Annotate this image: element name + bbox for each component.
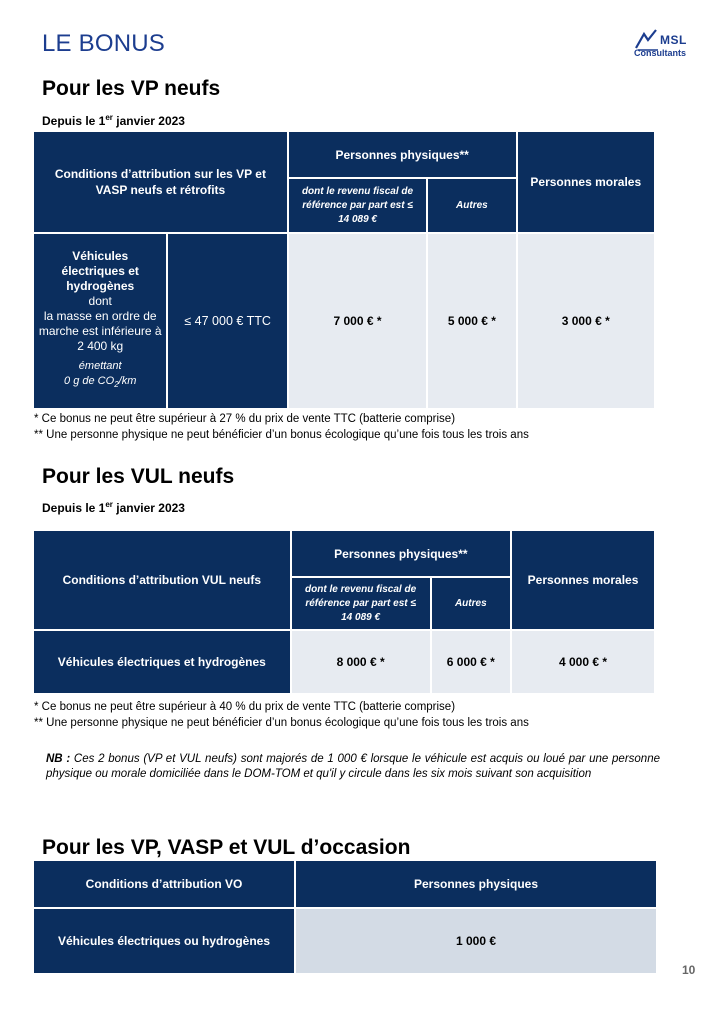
logo-text-consultants: Consultants xyxy=(634,48,687,58)
vul-note-1: * Ce bonus ne peut être supérieur à 40 % du prix de vente TTC (batterie comprise) xyxy=(34,701,456,713)
vp-value-morales: 3 000 € * xyxy=(518,234,654,408)
vul-value-autres: 6 000 € * xyxy=(432,631,511,693)
vul-note-2: ** Une personne physique ne peut bénéficier d’un bonus écologique qu’une fois tous les trois ans xyxy=(34,717,529,729)
occasion-heading: Pour les VP, VASP et VUL d’occasion xyxy=(42,836,411,859)
vp-row-vehicle: Véhicules électriques et hydrogènes dont la masse en ordre de marche est inférieure à 2 400 kg émettant 0 g de $CO_2/km$ xyxy=(34,234,166,408)
vp-row-price: ≤ 47 000 € TTC xyxy=(168,234,286,408)
vul-header-morales: Personnes morales xyxy=(512,531,654,629)
logo-text-msl: MSL xyxy=(660,33,687,47)
vul-value-morales: 4 000 € * xyxy=(512,631,654,693)
vp-header-conditions: Conditions d’attribution sur les VP et VASP neufs et rétrofits xyxy=(34,132,287,232)
nb-paragraph: NB : Ces 2 bonus (VP et VUL neufs) sont majorés de 1 000 € lorsque le véhicule est acquis ou loué par une personne physique ou morale domiciliée dans le DOM-TOM et qu'il y circule dans les six mois suivant son acquisition xyxy=(46,753,660,780)
vp-header-morales: Personnes morales xyxy=(518,132,654,232)
page-title: LE BONUS xyxy=(42,30,165,57)
vp-header-autres: Autres xyxy=(428,179,515,232)
vul-value-revenu: 8 000 € * xyxy=(292,631,430,693)
occasion-value-physiques: 1 000 € xyxy=(296,909,656,973)
vp-note-2: ** Une personne physique ne peut bénéficier d’un bonus écologique qu’une fois tous les trois ans xyxy=(34,429,529,441)
vp-value-autres: 5 000 € * xyxy=(428,234,515,408)
msl-logo xyxy=(632,26,696,60)
occasion-header-conditions: Conditions d’attribution VO xyxy=(34,861,294,907)
vp-bonus-table xyxy=(32,130,656,410)
vp-since-date: Depuis le 1er janvier 2023 xyxy=(42,113,185,128)
occasion-row-vehicle: Véhicules électriques ou hydrogènes xyxy=(34,909,294,973)
page-number: 10 xyxy=(682,963,696,977)
vul-heading: Pour les VUL neufs xyxy=(42,465,235,488)
vul-since-date: Depuis le 1er janvier 2023 xyxy=(42,500,185,515)
vul-bonus-table xyxy=(32,529,656,695)
occasion-bonus-table xyxy=(32,859,658,975)
vul-header-physiques: Personnes physiques** xyxy=(292,531,510,576)
vul-header-autres: Autres xyxy=(432,578,511,629)
vp-note-1: * Ce bonus ne peut être supérieur à 27 % du prix de vente TTC (batterie comprise) xyxy=(34,413,456,425)
vul-header-conditions: Conditions d’attribution VUL neufs xyxy=(34,531,290,629)
vul-row-vehicle: Véhicules électriques et hydrogènes xyxy=(34,631,290,693)
vp-header-physiques: Personnes physiques** xyxy=(289,132,516,177)
vp-header-revenu: dont le revenu fiscal de référence par part est ≤ 14 089 € xyxy=(289,179,426,232)
occasion-header-physiques: Personnes physiques xyxy=(296,861,656,907)
vul-header-revenu: dont le revenu fiscal de référence par part est ≤ 14 089 € xyxy=(292,578,430,629)
vp-heading: Pour les VP neufs xyxy=(42,77,221,100)
vp-value-revenu: 7 000 € * xyxy=(289,234,426,408)
